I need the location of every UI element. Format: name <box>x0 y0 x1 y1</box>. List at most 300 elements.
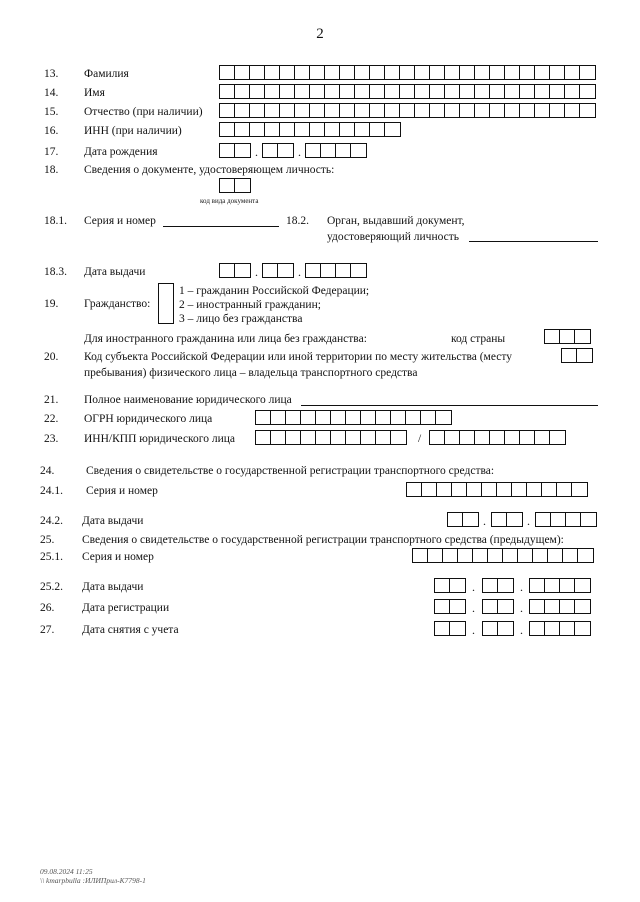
row-19-label: Гражданство: <box>84 298 151 310</box>
date-separator: . <box>472 601 475 615</box>
region-code-field[interactable] <box>561 348 593 363</box>
char-cell[interactable] <box>463 513 478 526</box>
char-cell[interactable] <box>278 264 293 277</box>
char-cell[interactable] <box>415 66 430 79</box>
char-cell[interactable] <box>415 104 430 117</box>
certificate-issue-year-field[interactable] <box>535 512 597 527</box>
char-cell[interactable] <box>565 66 580 79</box>
char-cell[interactable] <box>235 179 250 192</box>
char-cell[interactable] <box>475 85 490 98</box>
char-cell[interactable] <box>220 144 235 157</box>
char-cell[interactable] <box>280 123 295 136</box>
char-cell[interactable] <box>505 431 520 444</box>
char-cell[interactable] <box>325 104 340 117</box>
char-cell[interactable] <box>376 411 391 424</box>
char-cell[interactable] <box>310 85 325 98</box>
char-cell[interactable] <box>220 66 235 79</box>
char-cell[interactable] <box>575 600 590 613</box>
char-cell[interactable] <box>530 579 545 592</box>
char-cell[interactable] <box>450 622 465 635</box>
date-separator: . <box>520 580 523 594</box>
row-18-2-label-2: удостоверяющий личность <box>327 231 460 243</box>
char-cell[interactable] <box>321 144 336 157</box>
char-cell[interactable] <box>566 513 581 526</box>
row-23-label: ИНН/КПП юридического лица <box>84 433 236 445</box>
char-cell[interactable] <box>400 85 415 98</box>
char-cell[interactable] <box>436 411 451 424</box>
date-separator: . <box>520 623 523 637</box>
char-cell[interactable] <box>336 264 351 277</box>
char-cell[interactable] <box>575 579 590 592</box>
char-cell[interactable] <box>460 431 475 444</box>
row-18-2-number: 18.2. <box>286 215 309 227</box>
char-cell[interactable] <box>535 66 550 79</box>
previous-issue-year-field[interactable] <box>529 578 591 593</box>
char-cell[interactable] <box>361 431 376 444</box>
char-cell[interactable] <box>545 622 560 635</box>
char-cell[interactable] <box>310 66 325 79</box>
char-cell[interactable] <box>355 104 370 117</box>
citizenship-option-3: 3 – лицо без гражданства <box>179 313 303 325</box>
row-18-number: 18. <box>44 164 59 176</box>
char-cell[interactable] <box>563 549 578 562</box>
char-cell[interactable] <box>235 66 250 79</box>
char-cell[interactable] <box>475 431 490 444</box>
char-cell[interactable] <box>250 85 265 98</box>
citizenship-code-field[interactable] <box>158 283 174 324</box>
char-cell[interactable] <box>250 104 265 117</box>
date-separator: . <box>255 145 258 159</box>
legal-inn-field[interactable] <box>255 430 407 445</box>
char-cell[interactable] <box>430 66 445 79</box>
country-code-label: код страны <box>451 333 506 345</box>
char-cell[interactable] <box>340 104 355 117</box>
date-separator: . <box>483 514 486 528</box>
char-cell[interactable] <box>400 104 415 117</box>
birth-year-field[interactable] <box>305 143 367 158</box>
registration-month-field[interactable] <box>482 599 514 614</box>
char-cell[interactable] <box>562 349 577 362</box>
date-separator: . <box>472 580 475 594</box>
row-24-number: 24. <box>40 465 55 477</box>
row-24-2-number: 24.2. <box>40 515 63 527</box>
row-27-number: 27. <box>40 624 55 636</box>
char-cell[interactable] <box>460 66 475 79</box>
char-cell[interactable] <box>430 85 445 98</box>
char-cell[interactable] <box>520 104 535 117</box>
registration-year-field[interactable] <box>529 599 591 614</box>
char-cell[interactable] <box>535 85 550 98</box>
date-separator: . <box>298 265 301 279</box>
char-cell[interactable] <box>483 622 498 635</box>
char-cell[interactable] <box>256 411 271 424</box>
char-cell[interactable] <box>580 85 595 98</box>
char-cell[interactable] <box>331 411 346 424</box>
char-cell[interactable] <box>355 66 370 79</box>
char-cell[interactable] <box>295 123 310 136</box>
char-cell[interactable] <box>422 483 437 496</box>
char-cell[interactable] <box>430 104 445 117</box>
row-13-label: Фамилия <box>84 68 129 80</box>
foreign-citizen-label: Для иностранного гражданина или лица без гражданства: <box>84 333 367 345</box>
row-21-label: Полное наименование юридического лица <box>84 394 292 406</box>
char-cell[interactable] <box>321 264 336 277</box>
char-cell[interactable] <box>370 104 385 117</box>
row-26-number: 26. <box>40 602 55 614</box>
issuing-authority-line[interactable] <box>469 241 598 242</box>
char-cell[interactable] <box>550 104 565 117</box>
char-cell[interactable] <box>550 66 565 79</box>
deregistration-day-field[interactable] <box>434 621 466 636</box>
row-18-3-label: Дата выдачи <box>84 266 146 278</box>
char-cell[interactable] <box>498 579 513 592</box>
char-cell[interactable] <box>450 600 465 613</box>
row-27-label: Дата снятия с учета <box>82 624 179 636</box>
char-cell[interactable] <box>325 85 340 98</box>
birth-day-field[interactable] <box>219 143 251 158</box>
certificate-issue-month-field[interactable] <box>491 512 523 527</box>
row-16-label: ИНН (при наличии) <box>84 125 182 137</box>
char-cell[interactable] <box>490 104 505 117</box>
row-18-1-number: 18.1. <box>44 215 67 227</box>
char-cell[interactable] <box>490 431 505 444</box>
row-24-label: Сведения о свидетельстве о государственной регистрации транспортного средства: <box>86 465 495 477</box>
char-cell[interactable] <box>220 179 235 192</box>
row-20-label-1: Код субъекта Российской Федерации или иной территории по месту жительства (месту <box>84 351 512 363</box>
char-cell[interactable] <box>460 104 475 117</box>
char-cell[interactable] <box>346 411 361 424</box>
char-cell[interactable] <box>306 144 321 157</box>
char-cell[interactable] <box>385 104 400 117</box>
char-cell[interactable] <box>565 85 580 98</box>
char-cell[interactable] <box>518 549 533 562</box>
row-20-label-2: пребывания) физического лица – владельца транспортного средства <box>84 367 418 379</box>
char-cell[interactable] <box>413 549 428 562</box>
doc-series-number-line[interactable] <box>163 226 279 227</box>
char-cell[interactable] <box>498 600 513 613</box>
char-cell[interactable] <box>575 622 590 635</box>
country-code-field[interactable] <box>544 329 591 344</box>
char-cell[interactable] <box>505 104 520 117</box>
char-cell[interactable] <box>250 123 265 136</box>
char-cell[interactable] <box>415 85 430 98</box>
char-cell[interactable] <box>443 549 458 562</box>
page-number: 2 <box>316 26 324 42</box>
date-separator: . <box>298 145 301 159</box>
char-cell[interactable] <box>475 104 490 117</box>
char-cell[interactable] <box>376 431 391 444</box>
char-cell[interactable] <box>572 483 587 496</box>
char-cell[interactable] <box>235 144 250 157</box>
char-cell[interactable] <box>542 483 557 496</box>
char-cell[interactable] <box>545 579 560 592</box>
char-cell[interactable] <box>551 513 566 526</box>
row-24-2-label: Дата выдачи <box>82 515 144 527</box>
date-separator: . <box>472 623 475 637</box>
char-cell[interactable] <box>475 66 490 79</box>
char-cell[interactable] <box>370 66 385 79</box>
previous-issue-month-field[interactable] <box>482 578 514 593</box>
char-cell[interactable] <box>437 483 452 496</box>
char-cell[interactable] <box>580 104 595 117</box>
char-cell[interactable] <box>445 66 460 79</box>
char-cell[interactable] <box>295 85 310 98</box>
char-cell[interactable] <box>490 66 505 79</box>
issue-year-field[interactable] <box>305 263 367 278</box>
previous-certificate-number-field[interactable] <box>412 548 594 563</box>
row-16-number: 16. <box>44 125 59 137</box>
char-cell[interactable] <box>581 513 596 526</box>
char-cell[interactable] <box>458 549 473 562</box>
char-cell[interactable] <box>503 549 518 562</box>
char-cell[interactable] <box>346 431 361 444</box>
char-cell[interactable] <box>265 66 280 79</box>
char-cell[interactable] <box>505 66 520 79</box>
char-cell[interactable] <box>235 264 250 277</box>
char-cell[interactable] <box>483 600 498 613</box>
row-22-number: 22. <box>44 413 59 425</box>
char-cell[interactable] <box>498 622 513 635</box>
registration-certificate-number-field[interactable] <box>406 482 588 497</box>
char-cell[interactable] <box>391 431 406 444</box>
char-cell[interactable] <box>286 431 301 444</box>
footer-timestamp: 09.08.2024 11:25 <box>40 867 93 876</box>
row-24-1-number: 24.1. <box>40 485 63 497</box>
char-cell[interactable] <box>310 104 325 117</box>
char-cell[interactable] <box>445 431 460 444</box>
char-cell[interactable] <box>325 123 340 136</box>
char-cell[interactable] <box>483 579 498 592</box>
char-cell[interactable] <box>560 622 575 635</box>
char-cell[interactable] <box>575 330 590 343</box>
char-cell[interactable] <box>370 85 385 98</box>
row-25-label: Сведения о свидетельстве о государственной регистрации транспортного средства (предыдущем): <box>82 534 564 546</box>
char-cell[interactable] <box>316 411 331 424</box>
char-cell[interactable] <box>488 549 503 562</box>
row-17-number: 17. <box>44 146 59 158</box>
char-cell[interactable] <box>263 144 278 157</box>
char-cell[interactable] <box>407 483 422 496</box>
char-cell[interactable] <box>278 144 293 157</box>
date-separator: . <box>520 601 523 615</box>
char-cell[interactable] <box>361 411 376 424</box>
citizenship-option-2: 2 – иностранный гражданин; <box>179 299 321 311</box>
ogrn-field[interactable] <box>255 410 452 425</box>
patronymic-field[interactable] <box>219 103 596 118</box>
row-13-number: 13. <box>44 68 59 80</box>
char-cell[interactable] <box>306 264 321 277</box>
registration-day-field[interactable] <box>434 599 466 614</box>
footer-path: \\ kmarpbulla :ИЛИПрил-К7798-1 <box>40 876 146 885</box>
char-cell[interactable] <box>550 85 565 98</box>
row-23-number: 23. <box>44 433 59 445</box>
char-cell[interactable] <box>435 622 450 635</box>
char-cell[interactable] <box>220 104 235 117</box>
char-cell[interactable] <box>421 411 436 424</box>
row-14-number: 14. <box>44 87 59 99</box>
char-cell[interactable] <box>295 104 310 117</box>
char-cell[interactable] <box>530 622 545 635</box>
char-cell[interactable] <box>545 600 560 613</box>
char-cell[interactable] <box>565 104 580 117</box>
char-cell[interactable] <box>580 66 595 79</box>
char-cell[interactable] <box>406 411 421 424</box>
char-cell[interactable] <box>482 483 497 496</box>
char-cell[interactable] <box>497 483 512 496</box>
row-18-3-number: 18.3. <box>44 266 67 278</box>
kpp-field[interactable] <box>429 430 566 445</box>
char-cell[interactable] <box>520 431 535 444</box>
char-cell[interactable] <box>355 123 370 136</box>
char-cell[interactable] <box>220 123 235 136</box>
char-cell[interactable] <box>492 513 507 526</box>
row-15-number: 15. <box>44 106 59 118</box>
char-cell[interactable] <box>235 85 250 98</box>
char-cell[interactable] <box>450 579 465 592</box>
char-cell[interactable] <box>400 66 415 79</box>
char-cell[interactable] <box>265 123 280 136</box>
char-cell[interactable] <box>385 123 400 136</box>
char-cell[interactable] <box>280 85 295 98</box>
char-cell[interactable] <box>340 66 355 79</box>
char-cell[interactable] <box>301 411 316 424</box>
char-cell[interactable] <box>490 85 505 98</box>
char-cell[interactable] <box>385 85 400 98</box>
char-cell[interactable] <box>445 104 460 117</box>
char-cell[interactable] <box>316 431 331 444</box>
char-cell[interactable] <box>220 85 235 98</box>
char-cell[interactable] <box>530 600 545 613</box>
char-cell[interactable] <box>535 104 550 117</box>
char-cell[interactable] <box>355 85 370 98</box>
char-cell[interactable] <box>445 85 460 98</box>
char-cell[interactable] <box>280 104 295 117</box>
date-separator: . <box>255 265 258 279</box>
char-cell[interactable] <box>473 549 488 562</box>
char-cell[interactable] <box>435 600 450 613</box>
char-cell[interactable] <box>507 513 522 526</box>
inn-field[interactable] <box>219 122 401 137</box>
surname-field[interactable] <box>219 65 596 80</box>
char-cell[interactable] <box>435 579 450 592</box>
char-cell[interactable] <box>331 431 346 444</box>
char-cell[interactable] <box>301 431 316 444</box>
row-25-2-number: 25.2. <box>40 581 63 593</box>
char-cell[interactable] <box>250 66 265 79</box>
date-separator: . <box>527 514 530 528</box>
char-cell[interactable] <box>452 483 467 496</box>
char-cell[interactable] <box>557 483 572 496</box>
deregistration-month-field[interactable] <box>482 621 514 636</box>
char-cell[interactable] <box>578 549 593 562</box>
char-cell[interactable] <box>220 264 235 277</box>
char-cell[interactable] <box>295 66 310 79</box>
char-cell[interactable] <box>536 513 551 526</box>
certificate-issue-day-field[interactable] <box>447 512 479 527</box>
citizenship-option-1: 1 – гражданин Российской Федерации; <box>179 285 370 297</box>
row-25-number: 25. <box>40 534 55 546</box>
char-cell[interactable] <box>385 66 400 79</box>
row-21-number: 21. <box>44 394 59 406</box>
char-cell[interactable] <box>545 330 560 343</box>
row-18-2-label-1: Орган, выдавший документ, <box>327 215 465 227</box>
row-20-number: 20. <box>44 351 59 363</box>
row-18-label: Сведения о документе, удостоверяющем личность: <box>84 164 335 176</box>
deregistration-year-field[interactable] <box>529 621 591 636</box>
char-cell[interactable] <box>280 66 295 79</box>
char-cell[interactable] <box>235 104 250 117</box>
char-cell[interactable] <box>265 104 280 117</box>
char-cell[interactable] <box>286 411 301 424</box>
char-cell[interactable] <box>577 349 592 362</box>
row-19-number: 19. <box>44 298 59 310</box>
char-cell[interactable] <box>512 483 527 496</box>
previous-issue-day-field[interactable] <box>434 578 466 593</box>
char-cell[interactable] <box>325 66 340 79</box>
char-cell[interactable] <box>467 483 482 496</box>
row-15-label: Отчество (при наличии) <box>84 106 203 118</box>
row-22-label: ОГРН юридического лица <box>84 413 213 425</box>
char-cell[interactable] <box>548 549 563 562</box>
char-cell[interactable] <box>533 549 548 562</box>
char-cell[interactable] <box>560 579 575 592</box>
char-cell[interactable] <box>520 66 535 79</box>
char-cell[interactable] <box>391 411 406 424</box>
char-cell[interactable] <box>235 123 250 136</box>
doc-type-caption: код вида документа <box>200 197 259 205</box>
char-cell[interactable] <box>256 431 271 444</box>
char-cell[interactable] <box>310 123 325 136</box>
inn-kpp-separator: / <box>418 433 422 445</box>
char-cell[interactable] <box>340 85 355 98</box>
doc-type-code-field[interactable] <box>219 178 251 193</box>
row-18-1-label: Серия и номер <box>84 215 156 227</box>
char-cell[interactable] <box>370 123 385 136</box>
char-cell[interactable] <box>460 85 475 98</box>
first-name-field[interactable] <box>219 84 596 99</box>
issue-month-field[interactable] <box>262 263 294 278</box>
row-14-label: Имя <box>84 87 105 99</box>
char-cell[interactable] <box>520 85 535 98</box>
row-25-1-number: 25.1. <box>40 551 63 563</box>
char-cell[interactable] <box>527 483 542 496</box>
char-cell[interactable] <box>505 85 520 98</box>
char-cell[interactable] <box>560 330 575 343</box>
char-cell[interactable] <box>271 411 286 424</box>
char-cell[interactable] <box>550 431 565 444</box>
char-cell[interactable] <box>560 600 575 613</box>
char-cell[interactable] <box>430 431 445 444</box>
char-cell[interactable] <box>351 144 366 157</box>
row-17-label: Дата рождения <box>84 146 158 158</box>
char-cell[interactable] <box>271 431 286 444</box>
char-cell[interactable] <box>351 264 366 277</box>
char-cell[interactable] <box>448 513 463 526</box>
char-cell[interactable] <box>336 144 351 157</box>
birth-month-field[interactable] <box>262 143 294 158</box>
row-25-1-label: Серия и номер <box>82 551 154 563</box>
char-cell[interactable] <box>340 123 355 136</box>
row-24-1-label: Серия и номер <box>86 485 158 497</box>
legal-entity-name-line[interactable] <box>301 405 598 406</box>
char-cell[interactable] <box>428 549 443 562</box>
row-25-2-label: Дата выдачи <box>82 581 144 593</box>
char-cell[interactable] <box>265 85 280 98</box>
char-cell[interactable] <box>263 264 278 277</box>
issue-day-field[interactable] <box>219 263 251 278</box>
row-26-label: Дата регистрации <box>82 602 170 614</box>
char-cell[interactable] <box>535 431 550 444</box>
